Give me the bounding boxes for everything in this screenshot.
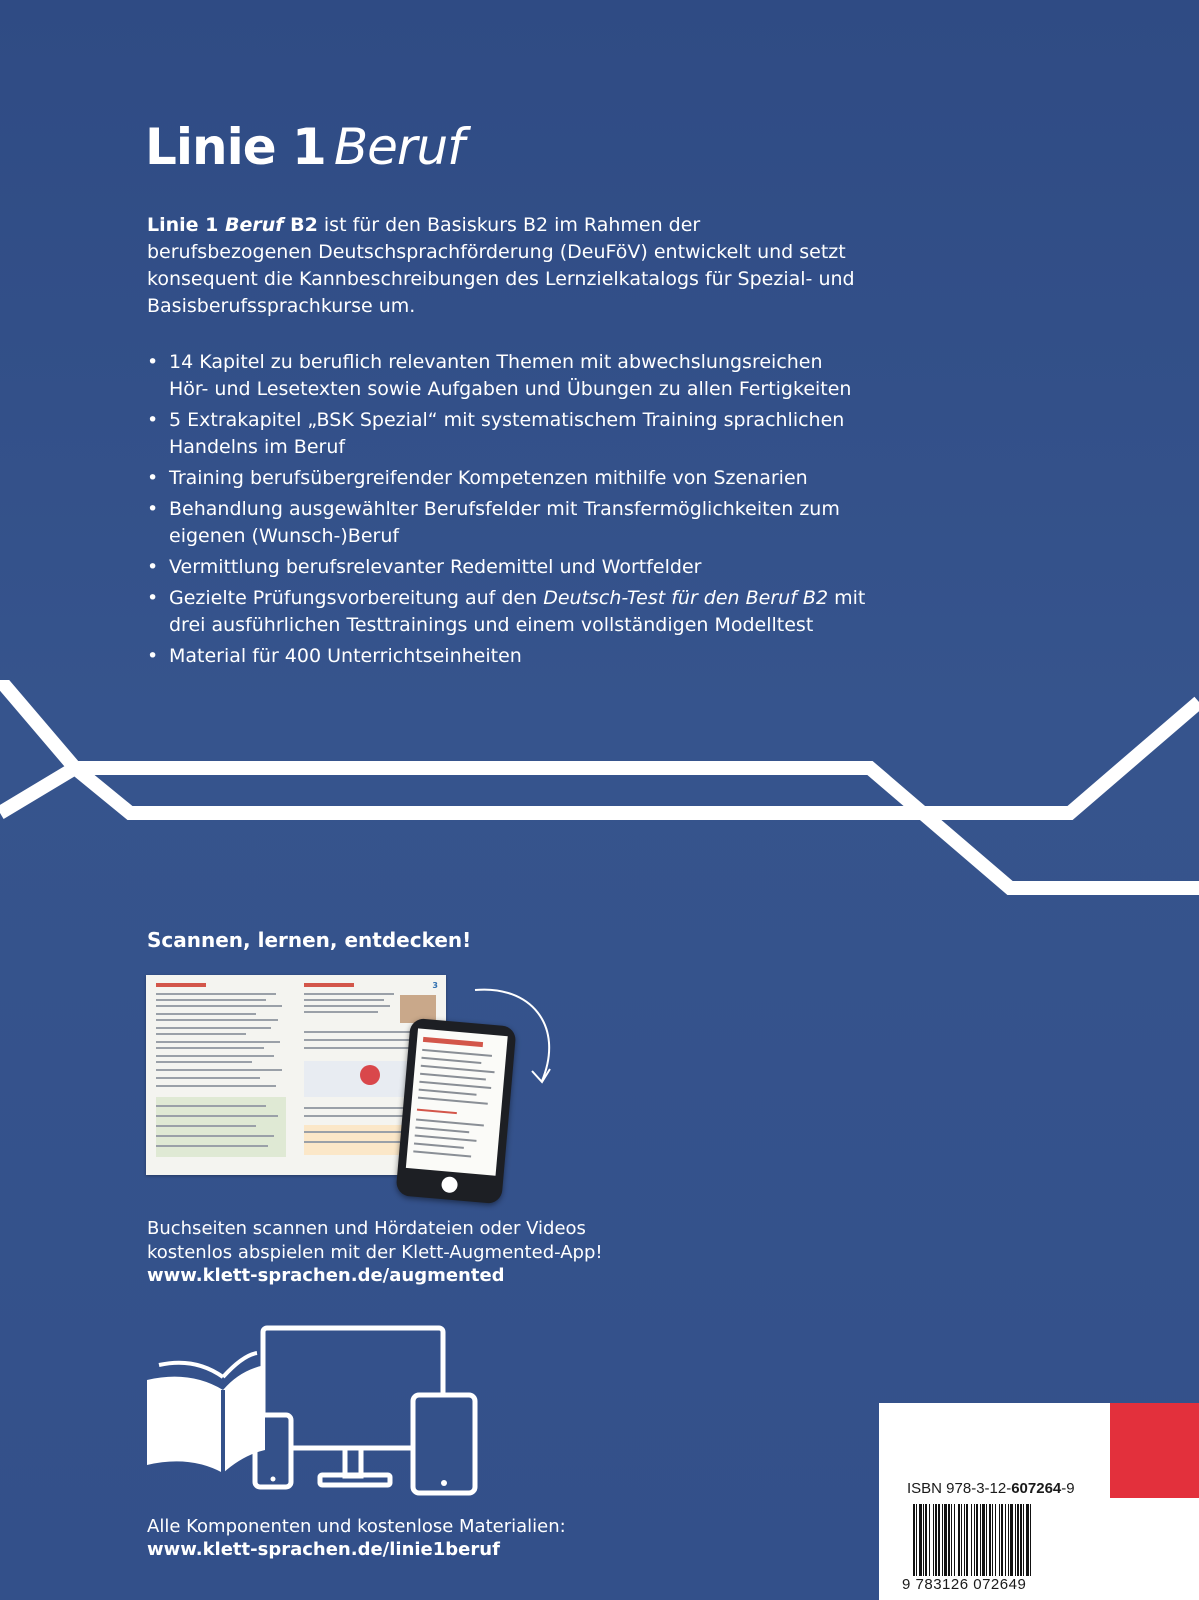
components-url[interactable]: www.klett-sprachen.de/linie1beruf — [147, 1539, 500, 1560]
list-item — [147, 554, 867, 581]
list-item-italic: Deutsch-Test für den Beruf B2 — [543, 587, 829, 609]
list-item-text: Gezielte Prüfungsvorbereitung auf den — [169, 587, 544, 609]
list-item — [147, 496, 867, 550]
list-item-text: Behandlung ausgewählter Berufsfelder mit Transfermöglichkeiten zum eigenen (Wunsch-)Beruf — [169, 498, 840, 547]
intro-bold-2: B2 — [283, 214, 318, 236]
intro-paragraph — [147, 212, 867, 320]
list-item-text: Vermittlung berufsrelevanter Redemittel und Wortfelder — [169, 556, 702, 578]
list-item — [147, 643, 867, 670]
intro-bold-1: Linie 1 — [147, 214, 225, 236]
augmented-url[interactable]: www.klett-sprachen.de/augmented — [147, 1265, 505, 1286]
title-italic: Beruf — [333, 118, 464, 176]
isbn-prefix: ISBN 978-3-12- — [907, 1480, 1012, 1497]
list-item-text: 5 Extrakapitel „BSK Spezial“ mit systematischem Training sprachlichen Handelns im Beruf — [169, 409, 845, 458]
list-item — [147, 407, 867, 461]
decorative-track-lines — [0, 680, 1199, 940]
title-main: Linie 1 — [145, 118, 326, 176]
barcode-digits: 9 783126 072649 — [902, 1576, 1027, 1593]
isbn-suffix: -9 — [1061, 1480, 1075, 1497]
scan-description-2 — [147, 1241, 603, 1265]
list-item-text: 14 Kapitel zu beruflich relevanten Themen mit abwechslungsreichen Hör- und Lesetexten sowie Aufgaben und Übungen zu allen Fertigkeiten — [169, 351, 852, 400]
devices-icon — [145, 1325, 490, 1500]
components-text: Alle Komponenten und kostenlose Materialien: — [147, 1516, 566, 1537]
page-number: 3 — [432, 981, 438, 990]
scan-heading: Scannen, lernen, entdecken! — [147, 928, 472, 952]
book-title — [145, 118, 464, 176]
list-item — [147, 585, 867, 639]
list-item-text: Material für 400 Unterrichtseinheiten — [169, 645, 522, 667]
intro-text: ist für den Basiskurs B2 im Rahmen der berufsbezogenen Deutschsprachförderung (DeuFöV) entwickelt und setzt konsequent die Kannbeschreibungen des Lernzielkatalogs für Spezial- und Basisberufssprachkurse um. — [147, 214, 855, 317]
scan-description — [147, 1217, 586, 1241]
feature-list — [147, 349, 867, 674]
list-item-text: Training berufsübergreifender Kompetenzen mithilfe von Szenarien — [169, 467, 808, 489]
list-item — [147, 465, 867, 492]
isbn-bold: 607264 — [1011, 1480, 1062, 1497]
scan-line-2: kostenlos abspielen mit der Klett-Augmented-App! — [147, 1242, 603, 1263]
intro-bold-italic: Beruf — [225, 214, 284, 236]
barcode — [913, 1504, 1083, 1576]
smartphone-icon — [395, 1018, 516, 1205]
list-item — [147, 349, 867, 403]
list-item-text: mit drei ausführlichen Testtrainings und einem vollständigen Modelltest — [169, 587, 866, 636]
scan-line-1: Buchseiten scannen und Hördateien oder Videos — [147, 1218, 586, 1239]
publisher-color-mark — [1110, 1403, 1199, 1498]
isbn-number — [907, 1480, 1075, 1497]
